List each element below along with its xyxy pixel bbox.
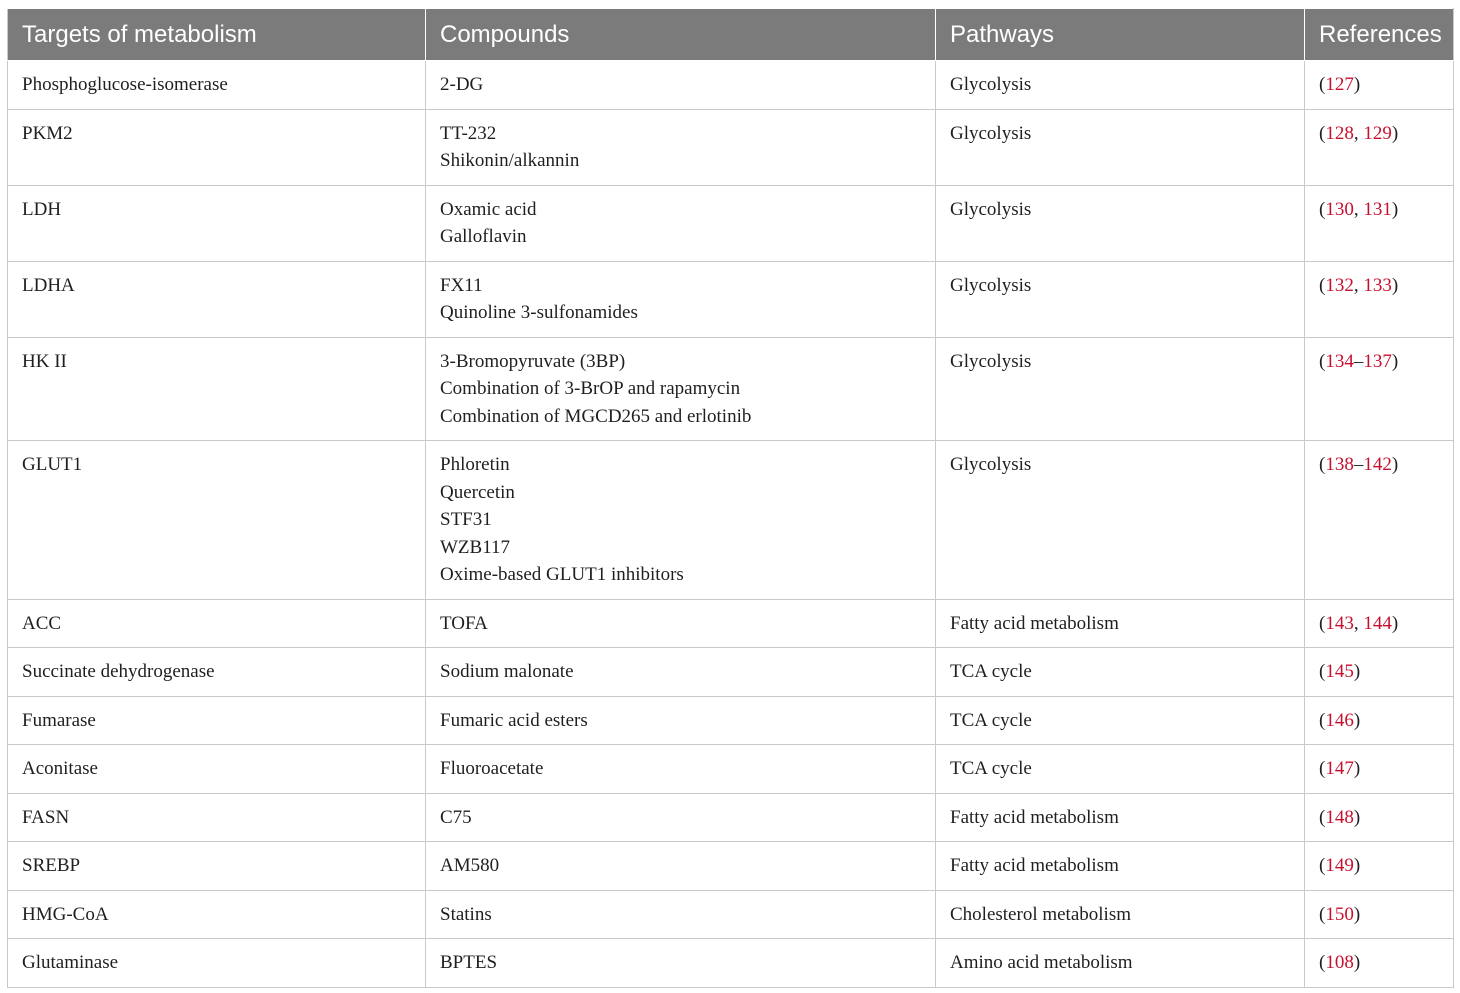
references-cell: (134–137) [1305,337,1454,441]
reference-separator: , [1353,122,1364,144]
reference-link[interactable]: 132 [1325,274,1354,296]
pathway-cell: Fatty acid metabolism [936,842,1305,891]
references-cell: (150) [1305,890,1454,939]
table-row [8,939,1454,988]
compound-name: Statins [440,903,492,925]
compounds-cell [426,185,936,261]
target-cell: HMG-CoA [8,890,426,939]
references-cell: (148) [1305,793,1454,842]
reference-link[interactable]: 127 [1325,74,1354,95]
target-cell: LDHA [8,261,426,337]
reference-link[interactable]: 146 [1325,709,1354,731]
compound-name: Combination of 3-BrOP and rapamycin [440,378,741,399]
reference-link[interactable]: 137 [1363,350,1392,372]
target-cell: LDH [8,185,426,261]
references-cell: (146) [1305,696,1454,745]
target-cell: Glutaminase [8,939,426,988]
metabolism-targets-table [7,8,1454,988]
reference-link[interactable]: 129 [1363,122,1392,144]
target-cell: FASN [8,793,426,842]
compound-name: Quercetin [440,481,515,503]
reference-separator: , [1353,198,1364,220]
references-cell: (145) [1305,648,1454,697]
compounds-cell [426,793,936,842]
reference-link[interactable]: 143 [1325,612,1354,634]
table-row [8,599,1454,648]
reference-link[interactable]: 134 [1325,350,1354,372]
pathway-cell: Glycolysis [936,61,1305,110]
references-cell: (127) [1305,61,1454,110]
compound-name: TT-232 [440,122,497,144]
compounds-cell [426,842,936,891]
compound-name: Fluoroacetate [440,758,544,779]
pathway-cell: TCA cycle [936,648,1305,697]
pathway-cell: TCA cycle [936,745,1305,794]
table-row [8,441,1454,600]
table-row [8,185,1454,261]
pathway-cell: Glycolysis [936,109,1305,185]
reference-link[interactable]: 138 [1325,454,1354,475]
references-cell: (138–142) [1305,441,1454,600]
compound-name: 2-DG [440,74,484,95]
pathway-cell: Glycolysis [936,441,1305,600]
pathway-cell: TCA cycle [936,696,1305,745]
table-row [8,793,1454,842]
compound-name: Galloflavin [440,226,527,247]
header-compounds: Compounds [426,9,936,61]
compounds-cell [426,696,936,745]
compound-name: Oxime-based GLUT1 inhibitors [440,564,684,585]
references-cell: (108) [1305,939,1454,988]
pathway-cell: Glycolysis [936,337,1305,441]
header-targets: Targets of metabolism [8,9,426,61]
compound-name: 3-Bromopyruvate (3BP) [440,350,626,372]
compounds-cell [426,599,936,648]
table-row [8,261,1454,337]
compound-name: Phloretin [440,454,510,475]
reference-link[interactable]: 150 [1325,903,1354,925]
reference-separator: , [1353,274,1364,296]
target-cell: HK II [8,337,426,441]
target-cell: Phosphoglucose-isomerase [8,61,426,110]
reference-link[interactable]: 142 [1363,454,1392,475]
table-body [8,61,1454,988]
reference-link[interactable]: 148 [1325,806,1354,828]
table-row [8,745,1454,794]
compound-name: WZB117 [440,536,511,558]
compounds-cell [426,441,936,600]
compounds-cell [426,261,936,337]
reference-link[interactable]: 144 [1363,612,1392,634]
compound-name: FX11 [440,274,483,296]
header-row [8,9,1454,61]
header-pathways: Pathways [936,9,1305,61]
compound-name: AM580 [440,855,500,876]
compounds-cell [426,939,936,988]
target-cell: Aconitase [8,745,426,794]
reference-link[interactable]: 133 [1363,274,1392,296]
compound-name: Oxamic acid [440,198,537,220]
compounds-cell [426,109,936,185]
references-cell: (130, 131) [1305,185,1454,261]
reference-separator: – [1353,454,1364,475]
compound-name: STF31 [440,509,492,530]
table-header [8,9,1454,61]
reference-link[interactable]: 145 [1325,661,1354,682]
target-cell: ACC [8,599,426,648]
header-references: References [1305,9,1454,61]
pathway-cell: Fatty acid metabolism [936,793,1305,842]
references-cell: (149) [1305,842,1454,891]
table-row [8,696,1454,745]
reference-link[interactable]: 131 [1363,198,1392,220]
table-row [8,337,1454,441]
compound-name: Quinoline 3-sulfonamides [440,302,638,323]
references-cell: (143, 144) [1305,599,1454,648]
reference-link[interactable]: 128 [1325,122,1354,144]
compound-name: TOFA [440,612,488,634]
target-cell: SREBP [8,842,426,891]
reference-link[interactable]: 149 [1325,855,1354,876]
compound-name: Sodium malonate [440,661,574,682]
reference-link[interactable]: 130 [1325,198,1354,220]
target-cell: PKM2 [8,109,426,185]
reference-link[interactable]: 147 [1325,758,1354,779]
pathway-cell: Fatty acid metabolism [936,599,1305,648]
compound-name: Fumaric acid esters [440,709,588,731]
table-row [8,61,1454,110]
compounds-cell [426,61,936,110]
compound-name: C75 [440,806,472,828]
compounds-cell [426,648,936,697]
compounds-cell [426,890,936,939]
compound-name: Shikonin/alkannin [440,150,580,171]
pathway-cell: Glycolysis [936,261,1305,337]
table-row [8,890,1454,939]
table-row [8,648,1454,697]
target-cell: Fumarase [8,696,426,745]
compounds-cell [426,745,936,794]
table-row [8,842,1454,891]
target-cell: Succinate dehydrogenase [8,648,426,697]
pathway-cell: Glycolysis [936,185,1305,261]
pathway-cell: Amino acid metabolism [936,939,1305,988]
reference-separator: , [1353,612,1364,634]
references-cell: (147) [1305,745,1454,794]
table-row [8,109,1454,185]
reference-link[interactable]: 108 [1325,952,1354,973]
compound-name: Combination of MGCD265 and erlotinib [440,405,752,427]
compound-name: BPTES [440,952,498,973]
pathway-cell: Cholesterol metabolism [936,890,1305,939]
references-cell: (132, 133) [1305,261,1454,337]
reference-separator: – [1353,350,1364,372]
target-cell: GLUT1 [8,441,426,600]
compounds-cell [426,337,936,441]
references-cell: (128, 129) [1305,109,1454,185]
